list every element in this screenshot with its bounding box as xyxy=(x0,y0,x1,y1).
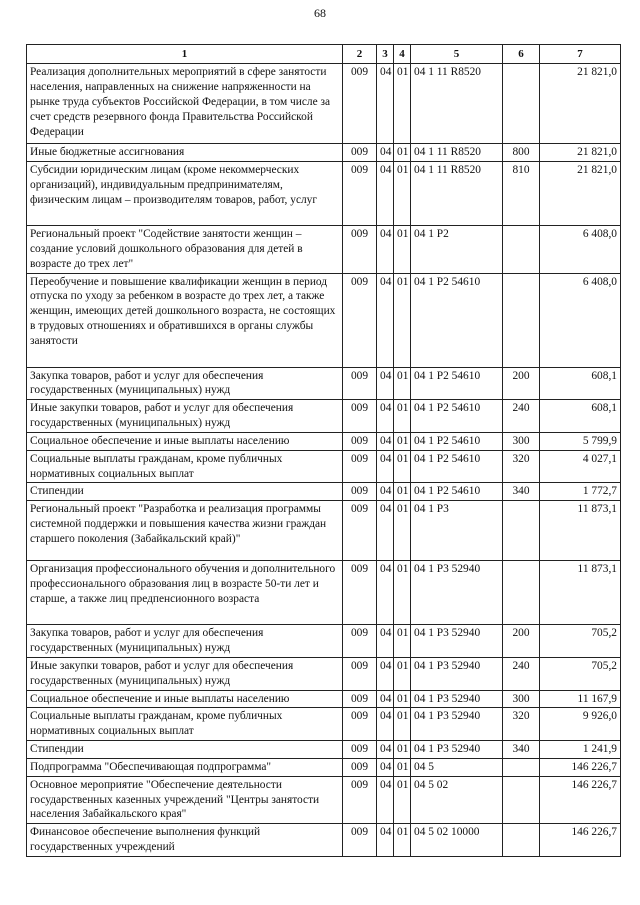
subsection-code: 01 xyxy=(394,400,411,433)
subsection-code: 01 xyxy=(394,776,411,823)
subsection-code: 01 xyxy=(394,483,411,501)
item-name: Стипендии xyxy=(27,483,343,501)
item-name: Закупка товаров, работ и услуг для обеспечения государственных (муниципальных) нужд xyxy=(27,625,343,658)
expense-type-code: 320 xyxy=(503,450,540,483)
subsection-code: 01 xyxy=(394,367,411,400)
table-row xyxy=(27,758,621,776)
item-name: Региональный проект "Содействие занятости женщин – создание условий дошкольного образования для детей в возрасте до трех лет" xyxy=(27,226,343,273)
ministry-code: 009 xyxy=(343,776,377,823)
section-code: 04 xyxy=(377,708,394,741)
amount: 146 226,7 xyxy=(540,824,621,857)
expense-type-code xyxy=(503,758,540,776)
ministry-code: 009 xyxy=(343,625,377,658)
section-code: 04 xyxy=(377,432,394,450)
expense-type-code xyxy=(503,824,540,857)
ministry-code: 009 xyxy=(343,432,377,450)
target-article-code: 04 1 P3 52940 xyxy=(411,625,503,658)
ministry-code: 009 xyxy=(343,64,377,144)
amount: 608,1 xyxy=(540,367,621,400)
header-col-4: 4 xyxy=(394,45,411,64)
ministry-code: 009 xyxy=(343,501,377,561)
target-article-code: 04 1 P2 54610 xyxy=(411,400,503,433)
table-row xyxy=(27,400,621,433)
expense-type-code xyxy=(503,64,540,144)
section-code: 04 xyxy=(377,561,394,625)
table-row xyxy=(27,162,621,226)
subsection-code: 01 xyxy=(394,824,411,857)
section-code: 04 xyxy=(377,741,394,759)
ministry-code: 009 xyxy=(343,162,377,226)
target-article-code: 04 1 P2 54610 xyxy=(411,432,503,450)
section-code: 04 xyxy=(377,144,394,162)
item-name: Переобучение и повышение квалификации женщин в период отпуска по уходу за ребенком в возрасте до трех лет, а также женщин, имеющих детей дошкольного возраста, не состоящих в трудовых отношениях и обратившихся в органы службы занятости xyxy=(27,273,343,367)
ministry-code: 009 xyxy=(343,758,377,776)
expense-type-code xyxy=(503,226,540,273)
header-col-6: 6 xyxy=(503,45,540,64)
expense-type-code: 200 xyxy=(503,625,540,658)
header-col-7: 7 xyxy=(540,45,621,64)
section-code: 04 xyxy=(377,758,394,776)
target-article-code: 04 1 P2 54610 xyxy=(411,273,503,367)
subsection-code: 01 xyxy=(394,657,411,690)
item-name: Закупка товаров, работ и услуг для обеспечения государственных (муниципальных) нужд xyxy=(27,367,343,400)
expense-type-code: 800 xyxy=(503,144,540,162)
table-row xyxy=(27,561,621,625)
ministry-code: 009 xyxy=(343,367,377,400)
table-header-row xyxy=(27,45,621,64)
expense-type-code: 300 xyxy=(503,432,540,450)
table-row xyxy=(27,708,621,741)
subsection-code: 01 xyxy=(394,273,411,367)
item-name: Социальное обеспечение и иные выплаты населению xyxy=(27,432,343,450)
subsection-code: 01 xyxy=(394,690,411,708)
subsection-code: 01 xyxy=(394,64,411,144)
expense-type-code: 200 xyxy=(503,367,540,400)
ministry-code: 009 xyxy=(343,561,377,625)
ministry-code: 009 xyxy=(343,144,377,162)
table-row xyxy=(27,501,621,561)
subsection-code: 01 xyxy=(394,162,411,226)
item-name: Региональный проект "Разработка и реализация программы системной поддержки и повышения качества жизни граждан старшего поколения (Забайкальский край)" xyxy=(27,501,343,561)
item-name: Основное мероприятие "Обеспечение деятельности государственных казенных учреждений "Центры занятости населения Забайкальского края" xyxy=(27,776,343,823)
expense-type-code: 240 xyxy=(503,400,540,433)
target-article-code: 04 1 P3 xyxy=(411,501,503,561)
amount: 21 821,0 xyxy=(540,144,621,162)
target-article-code: 04 1 11 R8520 xyxy=(411,144,503,162)
item-name: Финансовое обеспечение выполнения функций государственных учреждений xyxy=(27,824,343,857)
amount: 21 821,0 xyxy=(540,64,621,144)
expense-type-code xyxy=(503,273,540,367)
amount: 11 167,9 xyxy=(540,690,621,708)
table-row xyxy=(27,741,621,759)
ministry-code: 009 xyxy=(343,824,377,857)
expense-type-code xyxy=(503,776,540,823)
item-name: Организация профессионального обучения и дополнительного профессионального образования лиц в возрасте 50-ти лет и старше, а также лиц предпенсионного возраста xyxy=(27,561,343,625)
section-code: 04 xyxy=(377,483,394,501)
target-article-code: 04 1 P2 54610 xyxy=(411,450,503,483)
ministry-code: 009 xyxy=(343,450,377,483)
subsection-code: 01 xyxy=(394,625,411,658)
amount: 21 821,0 xyxy=(540,162,621,226)
header-col-1: 1 xyxy=(27,45,343,64)
section-code: 04 xyxy=(377,64,394,144)
target-article-code: 04 1 P2 54610 xyxy=(411,367,503,400)
amount: 4 027,1 xyxy=(540,450,621,483)
item-name: Иные закупки товаров, работ и услуг для обеспечения государственных (муниципальных) нужд xyxy=(27,657,343,690)
section-code: 04 xyxy=(377,501,394,561)
section-code: 04 xyxy=(377,450,394,483)
ministry-code: 009 xyxy=(343,708,377,741)
section-code: 04 xyxy=(377,625,394,658)
ministry-code: 009 xyxy=(343,483,377,501)
section-code: 04 xyxy=(377,776,394,823)
expense-type-code: 320 xyxy=(503,708,540,741)
subsection-code: 01 xyxy=(394,708,411,741)
amount: 608,1 xyxy=(540,400,621,433)
table-row xyxy=(27,657,621,690)
header-col-3: 3 xyxy=(377,45,394,64)
subsection-code: 01 xyxy=(394,450,411,483)
amount: 9 926,0 xyxy=(540,708,621,741)
item-name: Социальные выплаты гражданам, кроме публичных нормативных социальных выплат xyxy=(27,450,343,483)
table-row xyxy=(27,432,621,450)
item-name: Социальные выплаты гражданам, кроме публичных нормативных социальных выплат xyxy=(27,708,343,741)
amount: 705,2 xyxy=(540,657,621,690)
item-name: Иные бюджетные ассигнования xyxy=(27,144,343,162)
target-article-code: 04 1 P2 54610 xyxy=(411,483,503,501)
item-name: Реализация дополнительных мероприятий в сфере занятости населения, направленных на снижение напряженности на рынке труда субъектов Российской Федерации, в том числе за счет средств резервного фонда Правительства Российской Федерации xyxy=(27,64,343,144)
target-article-code: 04 1 P3 52940 xyxy=(411,708,503,741)
subsection-code: 01 xyxy=(394,226,411,273)
target-article-code: 04 1 P3 52940 xyxy=(411,657,503,690)
expense-type-code xyxy=(503,561,540,625)
section-code: 04 xyxy=(377,162,394,226)
ministry-code: 009 xyxy=(343,400,377,433)
ministry-code: 009 xyxy=(343,741,377,759)
amount: 11 873,1 xyxy=(540,561,621,625)
subsection-code: 01 xyxy=(394,144,411,162)
table-row xyxy=(27,824,621,857)
ministry-code: 009 xyxy=(343,273,377,367)
section-code: 04 xyxy=(377,226,394,273)
item-name: Подпрограмма "Обеспечивающая подпрограмма" xyxy=(27,758,343,776)
table-row xyxy=(27,776,621,823)
item-name: Субсидии юридическим лицам (кроме некоммерческих организаций), индивидуальным предпринимателям, физическим лицам – производителям товаров, работ, услуг xyxy=(27,162,343,226)
section-code: 04 xyxy=(377,657,394,690)
amount: 6 408,0 xyxy=(540,226,621,273)
target-article-code: 04 5 xyxy=(411,758,503,776)
table-row xyxy=(27,625,621,658)
target-article-code: 04 1 P2 xyxy=(411,226,503,273)
table-row xyxy=(27,273,621,367)
expense-type-code xyxy=(503,501,540,561)
subsection-code: 01 xyxy=(394,432,411,450)
amount: 5 799,9 xyxy=(540,432,621,450)
table-row xyxy=(27,144,621,162)
table-row xyxy=(27,367,621,400)
page-number: 68 xyxy=(314,6,326,20)
table-row xyxy=(27,64,621,144)
header-col-2: 2 xyxy=(343,45,377,64)
item-name: Социальное обеспечение и иные выплаты населению xyxy=(27,690,343,708)
amount: 1 241,9 xyxy=(540,741,621,759)
table-row xyxy=(27,226,621,273)
section-code: 04 xyxy=(377,824,394,857)
ministry-code: 009 xyxy=(343,226,377,273)
expense-type-code: 340 xyxy=(503,483,540,501)
item-name: Иные закупки товаров, работ и услуг для обеспечения государственных (муниципальных) нужд xyxy=(27,400,343,433)
expense-type-code: 300 xyxy=(503,690,540,708)
target-article-code: 04 1 P3 52940 xyxy=(411,741,503,759)
ministry-code: 009 xyxy=(343,690,377,708)
target-article-code: 04 1 P3 52940 xyxy=(411,690,503,708)
amount: 6 408,0 xyxy=(540,273,621,367)
table-row xyxy=(27,450,621,483)
table-row xyxy=(27,690,621,708)
amount: 146 226,7 xyxy=(540,758,621,776)
subsection-code: 01 xyxy=(394,561,411,625)
target-article-code: 04 1 11 R8520 xyxy=(411,162,503,226)
header-col-5: 5 xyxy=(411,45,503,64)
table-row xyxy=(27,483,621,501)
item-name: Стипендии xyxy=(27,741,343,759)
amount: 146 226,7 xyxy=(540,776,621,823)
subsection-code: 01 xyxy=(394,501,411,561)
expense-type-code: 810 xyxy=(503,162,540,226)
target-article-code: 04 5 02 xyxy=(411,776,503,823)
budget-table xyxy=(26,44,621,857)
target-article-code: 04 1 P3 52940 xyxy=(411,561,503,625)
target-article-code: 04 1 11 R8520 xyxy=(411,64,503,144)
section-code: 04 xyxy=(377,690,394,708)
subsection-code: 01 xyxy=(394,758,411,776)
amount: 1 772,7 xyxy=(540,483,621,501)
section-code: 04 xyxy=(377,400,394,433)
amount: 11 873,1 xyxy=(540,501,621,561)
section-code: 04 xyxy=(377,367,394,400)
ministry-code: 009 xyxy=(343,657,377,690)
expense-type-code: 340 xyxy=(503,741,540,759)
section-code: 04 xyxy=(377,273,394,367)
subsection-code: 01 xyxy=(394,741,411,759)
expense-type-code: 240 xyxy=(503,657,540,690)
amount: 705,2 xyxy=(540,625,621,658)
target-article-code: 04 5 02 10000 xyxy=(411,824,503,857)
